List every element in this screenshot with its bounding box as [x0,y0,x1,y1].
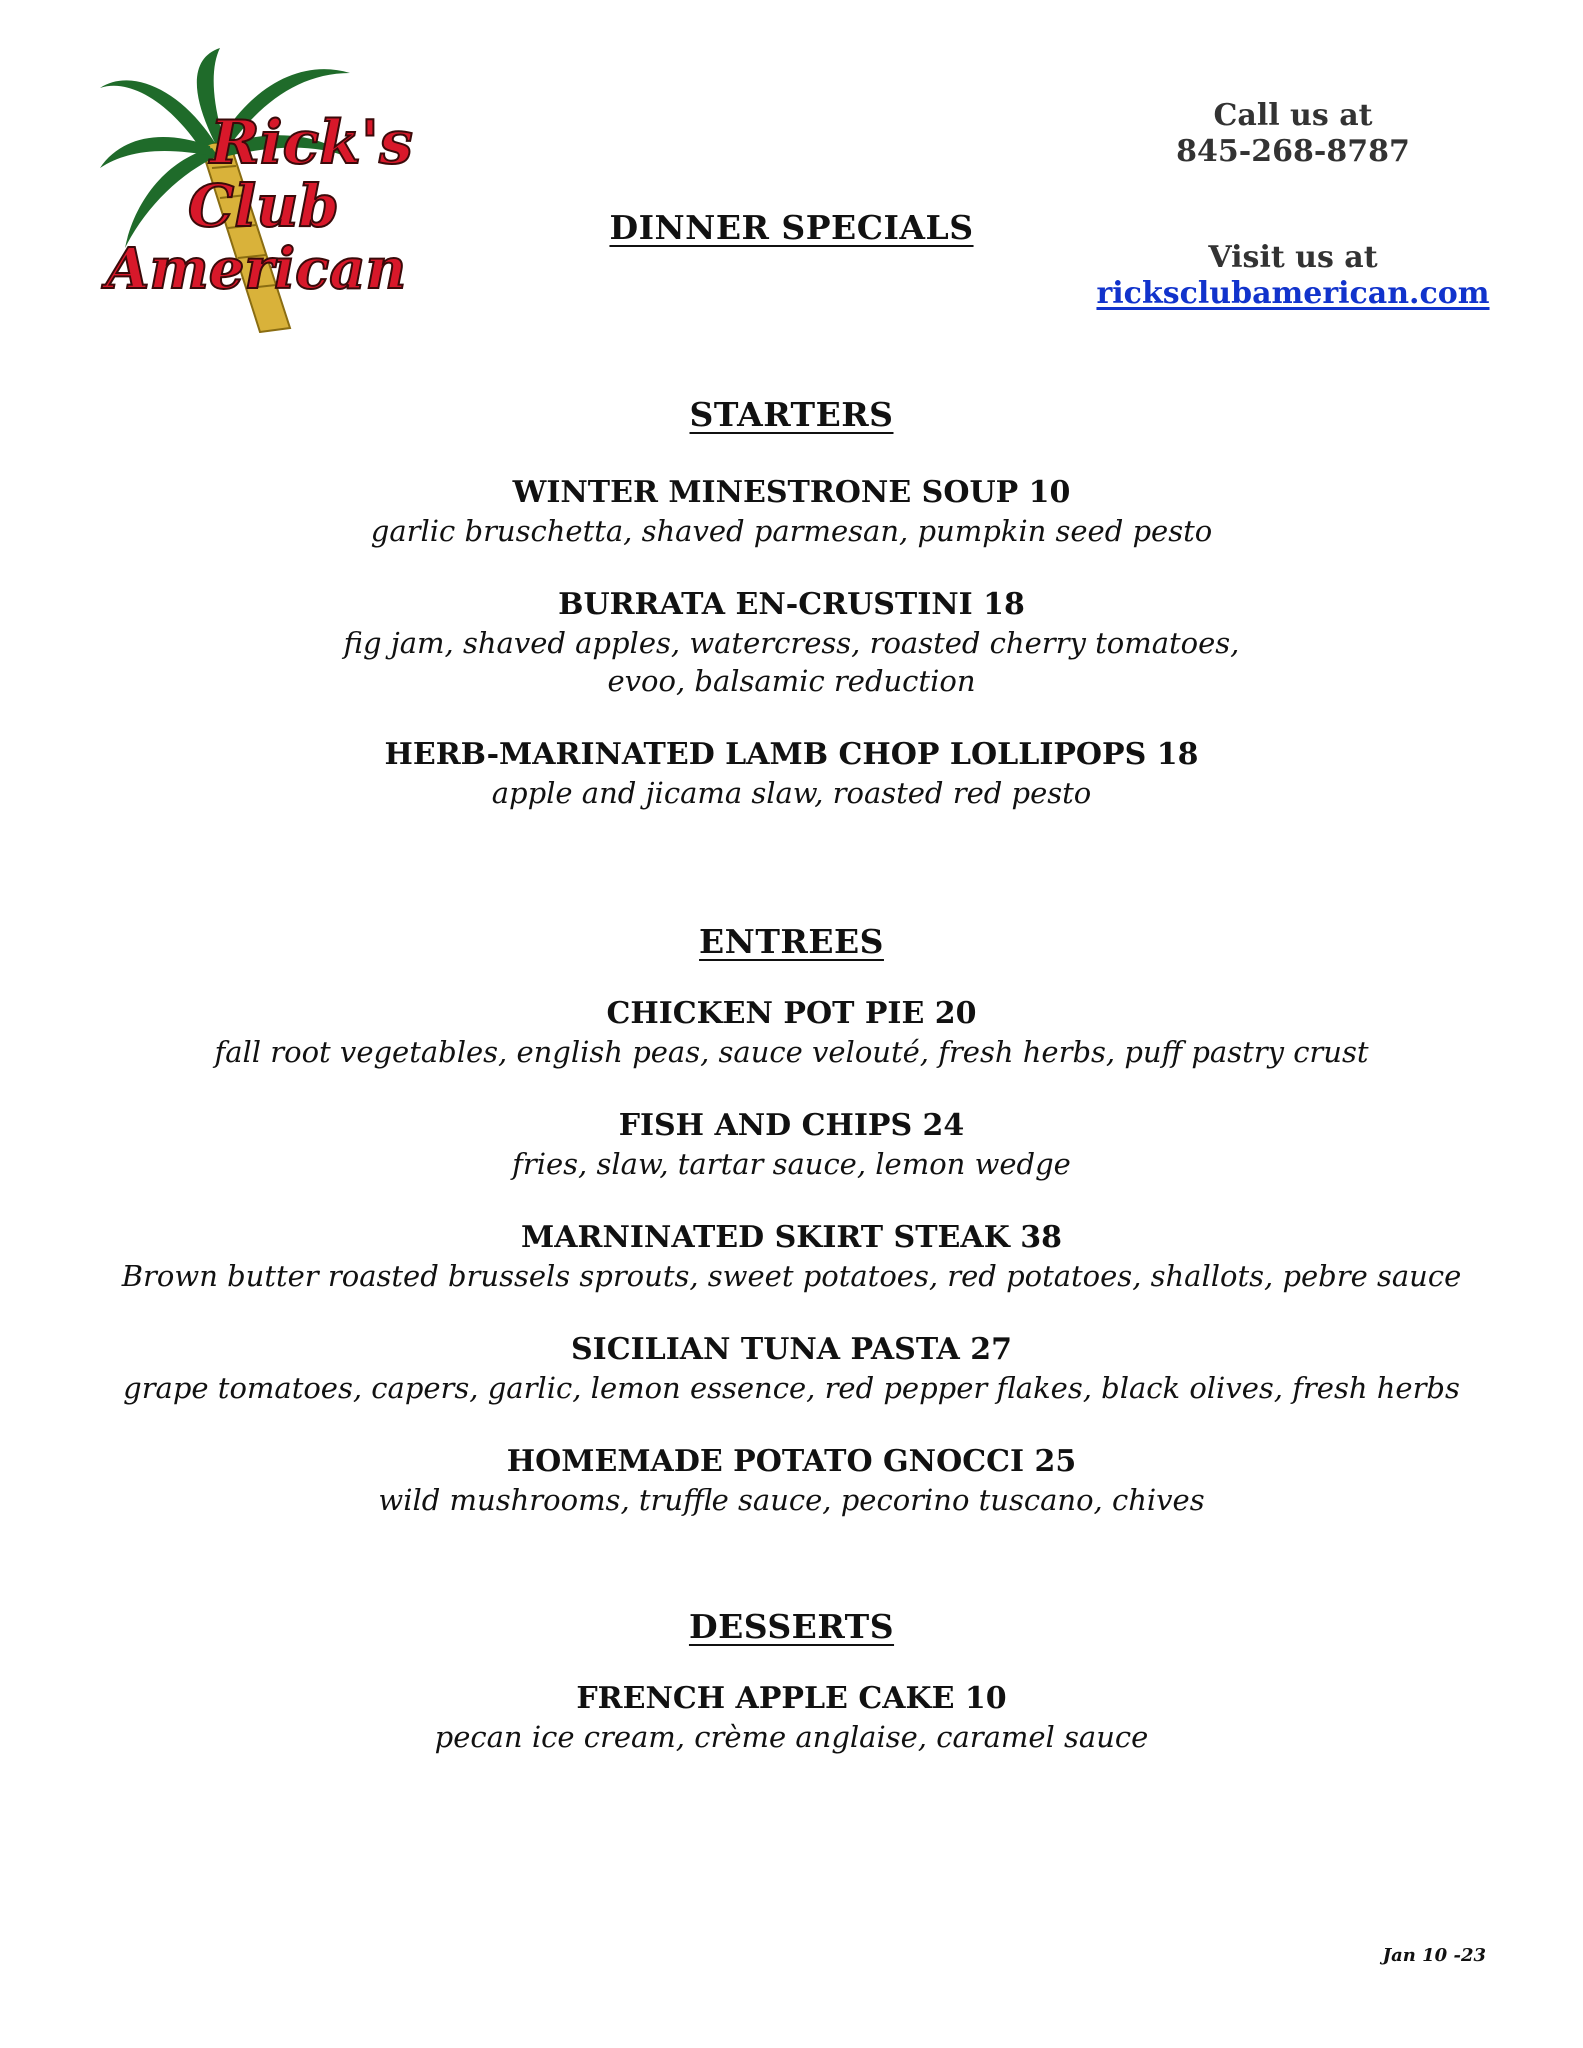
item-name: MARNINATED SKIRT STEAK 38 [521,1220,1062,1255]
menu-item [60,736,1523,812]
menu-item [60,1680,1523,1756]
item-name: WINTER MINESTRONE SOUP 10 [512,475,1071,510]
menu-item [60,995,1523,1071]
item-description-continued: evoo, balsamic reduction [607,664,976,698]
item-name: BURRATA EN-CRUSTINI 18 [558,587,1025,622]
menu-item [60,474,1523,550]
item-description: pecan ice cream, crème anglaise, caramel sauce [434,1720,1149,1754]
call-us-block [1083,98,1503,170]
item-description: wild mushrooms, truffle sauce, pecorino tuscano, chives [378,1483,1205,1517]
item-name: FISH AND CHIPS 24 [618,1108,965,1143]
menu-item [60,586,1523,700]
menu-item [60,1219,1523,1295]
ricks-club-american-logo [100,48,420,333]
item-name: HOMEMADE POTATO GNOCCI 25 [506,1444,1077,1479]
item-description: apple and jicama slaw, roasted red pesto [491,776,1092,810]
section-title-entrees: ENTREES [699,922,884,961]
section-title-desserts: DESSERTS [688,1607,895,1646]
item-name: CHICKEN POT PIE 20 [606,996,977,1031]
phone-number[interactable]: 845-268-8787 [1176,134,1410,169]
item-description: grape tomatoes, capers, garlic, lemon essence, red pepper flakes, black olives, fresh herbs [123,1371,1460,1405]
svg-text:American: American [106,236,407,302]
item-name: FRENCH APPLE CAKE 10 [576,1681,1007,1716]
item-description: fall root vegetables, english peas, sauce velouté, fresh herbs, puff pastry crust [214,1035,1369,1069]
section-title-starters: STARTERS [689,395,894,434]
call-us-label: Call us at [1213,98,1373,133]
menu-body [60,395,1523,1756]
item-description: fig jam, shaved apples, watercress, roasted cherry tomatoes, [343,626,1240,660]
visit-us-label: Visit us at [1208,240,1378,275]
website-link[interactable]: ricksclubamerican.com [1096,276,1490,311]
item-name: SICILIAN TUNA PASTA 27 [571,1332,1012,1367]
menu-item [60,1107,1523,1183]
item-description: Brown butter roasted brussels sprouts, sweet potatoes, red potatoes, shallots, pebre sauce [121,1259,1462,1293]
page-title: DINNER SPECIALS [609,208,974,247]
svg-text:Rick's: Rick's [210,108,413,178]
item-name: HERB-MARINATED LAMB CHOP LOLLIPOPS 18 [384,737,1199,772]
item-description: garlic bruschetta, shaved parmesan, pumpkin seed pesto [370,514,1213,548]
date-stamp: Jan 10 -23 [1382,1945,1486,1966]
svg-text:Club: Club [188,172,339,240]
menu-item [60,1331,1523,1407]
palm-tree-logo-graphic [100,48,420,333]
visit-us-block [1083,240,1503,312]
menu-item [60,1443,1523,1519]
item-description: fries, slaw, tartar sauce, lemon wedge [512,1147,1071,1181]
